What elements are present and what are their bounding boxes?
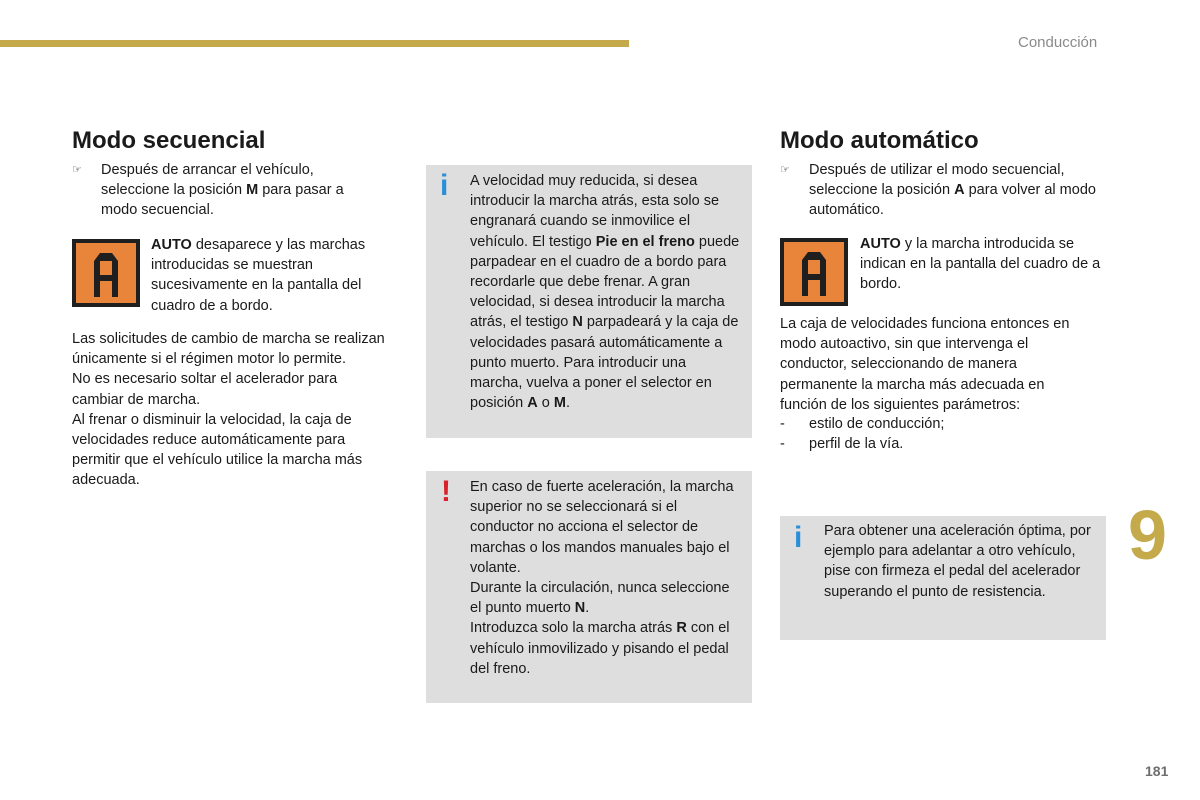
page-number: 181 [1145, 763, 1169, 779]
parameter-list [780, 414, 1080, 454]
info-box-reverse [426, 165, 752, 438]
chapter-number: 9 [1128, 496, 1167, 574]
bullet-text: Después de utilizar el modo secuencial, seleccione la posición A para volver al modo automático. [809, 162, 1096, 219]
info-icon: i [440, 169, 449, 202]
paragraph: Las solicitudes de cambio de marcha se realizan únicamente si el régimen motor lo permite. [72, 331, 385, 368]
auto-indicator-icon [72, 239, 140, 307]
auto-indicator-icon [780, 238, 848, 306]
header-accent-bar [0, 40, 629, 47]
section-title-sequential: Modo secuencial [72, 127, 266, 154]
section-name: Conducción [1018, 34, 1098, 51]
paragraph: Al frenar o disminuir la velocidad, la caja de velocidades reduce automáticamente para permitir que el vehículo utilice la marcha más adecuada. [72, 411, 363, 489]
exclamation-icon: ! [441, 475, 451, 508]
warning-box-text: En caso de fuerte aceleración, la marcha superior no se seleccionará si el conductor no acciona el selector de marchas o los mandos manuales bajo el volante. Durante la circulación, nunca seleccione el punto muerto N. Introduzca solo la marcha atrás R con el vehículo inmovilizado y pisando el pedal del freno. [470, 479, 734, 677]
paragraph: No es necesario soltar el acelerador para cambiar de marcha. [72, 371, 338, 408]
auto-description: AUTO desaparece y las marchas introducidas se muestran sucesivamente en la pantalla del cuadro de a bordo. [151, 237, 366, 314]
info-icon: i [794, 521, 803, 554]
list-item: - estilo de conducción; [780, 416, 945, 432]
info-box-acceleration [780, 516, 1106, 640]
section-title-automatic: Modo automático [780, 127, 979, 154]
info-box-text: A velocidad muy reducida, si desea introducir la marcha atrás, esta solo se engranará cuando se inmovilice el vehículo. El testigo Pie en el freno puede parpadear en el cuadro de a bordo para recordarle que debe frenar. A gran velocidad, si desea introducir la marcha atrás, el testigo N parpadeará y la caja de velocidades pasará automáticamente a punto muerto. Para introducir una marcha, vuelva a poner el selector en posición A o M. [470, 173, 740, 412]
sequential-paragraphs [72, 329, 390, 491]
pointing-hand-icon: ☞ [780, 164, 790, 176]
bullet-text: Después de arrancar el vehículo, seleccione la posición M para pasar a modo secuencial. [101, 162, 344, 219]
automatic-paragraph: La caja de velocidades funciona entonces en modo autoactivo, sin que intervenga el conductor, seleccionando de manera permanente la marcha más adecuada en función de los siguientes parámetros: [780, 316, 1070, 413]
warning-box [426, 471, 752, 703]
auto-description: AUTO y la marcha introducida se indican en la pantalla del cuadro de a bordo. [860, 236, 1101, 293]
info-box-text: Para obtener una aceleración óptima, por ejemplo para adelantar a otro vehículo, pise con firmeza el pedal del acelerador superando el punto de resistencia. [824, 523, 1091, 600]
list-item: - perfil de la vía. [780, 436, 904, 453]
pointing-hand-icon: ☞ [72, 164, 82, 176]
